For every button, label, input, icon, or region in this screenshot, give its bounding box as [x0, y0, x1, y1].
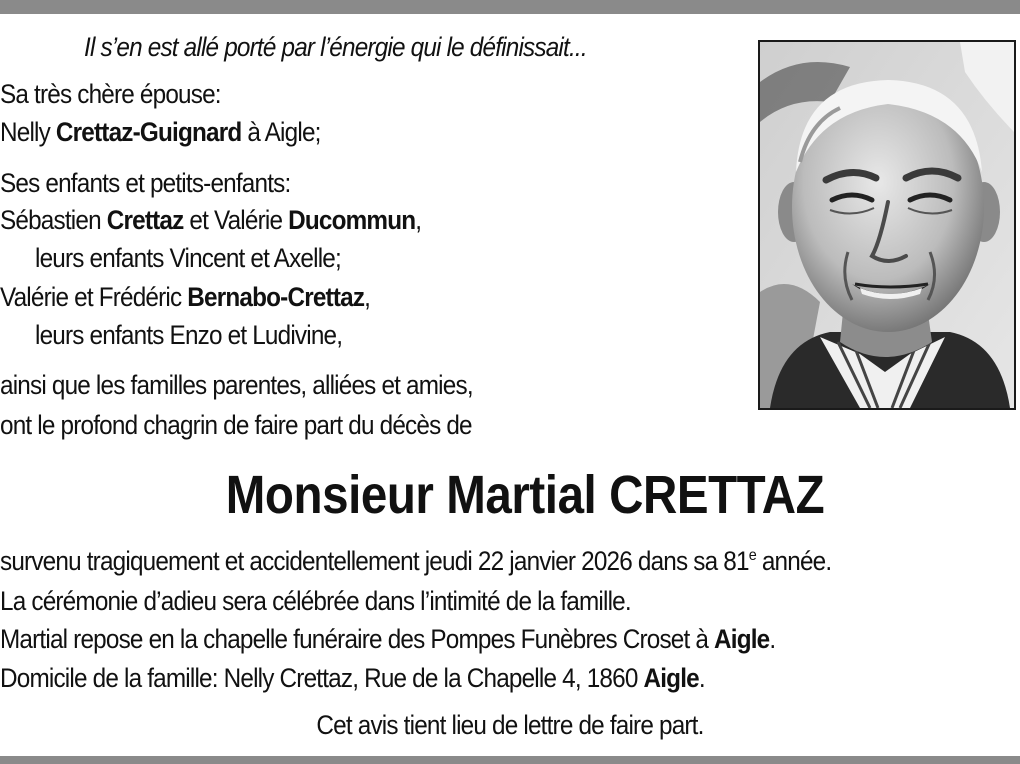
death-details [0, 544, 831, 578]
home-line [0, 661, 705, 695]
home-prefix: Domicile de la famille: Nelly Crettaz, Rue de la Chapelle 4, 1860 [0, 663, 644, 693]
death-sup: e [748, 547, 756, 564]
children-intro: Ses enfants et petits-enfants: [0, 168, 291, 198]
spouse-surname: Crettaz-Guignard [55, 117, 242, 147]
family1-connector: et Valérie [189, 205, 283, 235]
rest-line [0, 622, 775, 656]
spouse-intro: Sa très chère épouse: [0, 79, 221, 109]
family1-line [0, 203, 421, 237]
spouse-name [0, 115, 321, 149]
death-end: année. [755, 546, 832, 576]
family2-kids: leurs enfants Enzo et Ludivine, [35, 320, 343, 350]
family1-kids: leurs enfants Vincent et Axelle; [35, 243, 341, 273]
home-place: Aigle [643, 663, 699, 693]
spouse-place: à Aigle; [247, 117, 321, 147]
rest-prefix: Martial repose en la chapelle funéraire des Pompes Funèbres Croset à [0, 624, 715, 654]
motto: Il s’en est allé porté par l’énergie qui le définissait... [84, 32, 587, 62]
family1-name1: Sébastien [0, 205, 101, 235]
portrait-illustration [760, 42, 1014, 408]
ceremony-line: La cérémonie d’adieu sera célébrée dans l’intimité de la famille. [0, 586, 631, 616]
home-end: . [698, 663, 705, 693]
rest-place: Aigle [714, 624, 770, 654]
deceased-name: Monsieur Martial CRETTAZ [225, 465, 825, 525]
portrait-photo [758, 40, 1016, 410]
family1-end: , [415, 205, 422, 235]
bottom-rule [0, 756, 1020, 764]
closing-line-2: ont le profond chagrin de faire part du décès de [0, 410, 472, 440]
final-note: Cet avis tient lieu de lettre de faire part. [316, 710, 704, 740]
family1-surname1: Crettaz [106, 205, 184, 235]
closing-line-1: ainsi que les familles parentes, alliées et amies, [0, 370, 473, 400]
death-text: survenu tragiquement et accidentellement jeudi 22 janvier 2026 dans sa 81 [0, 546, 749, 576]
family1-surname2: Ducommun [288, 205, 416, 235]
family2-end: , [364, 282, 371, 312]
spouse-first-name: Nelly [0, 117, 50, 147]
family2-line [0, 280, 370, 314]
rest-end: . [769, 624, 776, 654]
top-rule [0, 0, 1020, 14]
family2-names: Valérie et Frédéric [0, 282, 182, 312]
family2-surname: Bernabo-Crettaz [187, 282, 365, 312]
